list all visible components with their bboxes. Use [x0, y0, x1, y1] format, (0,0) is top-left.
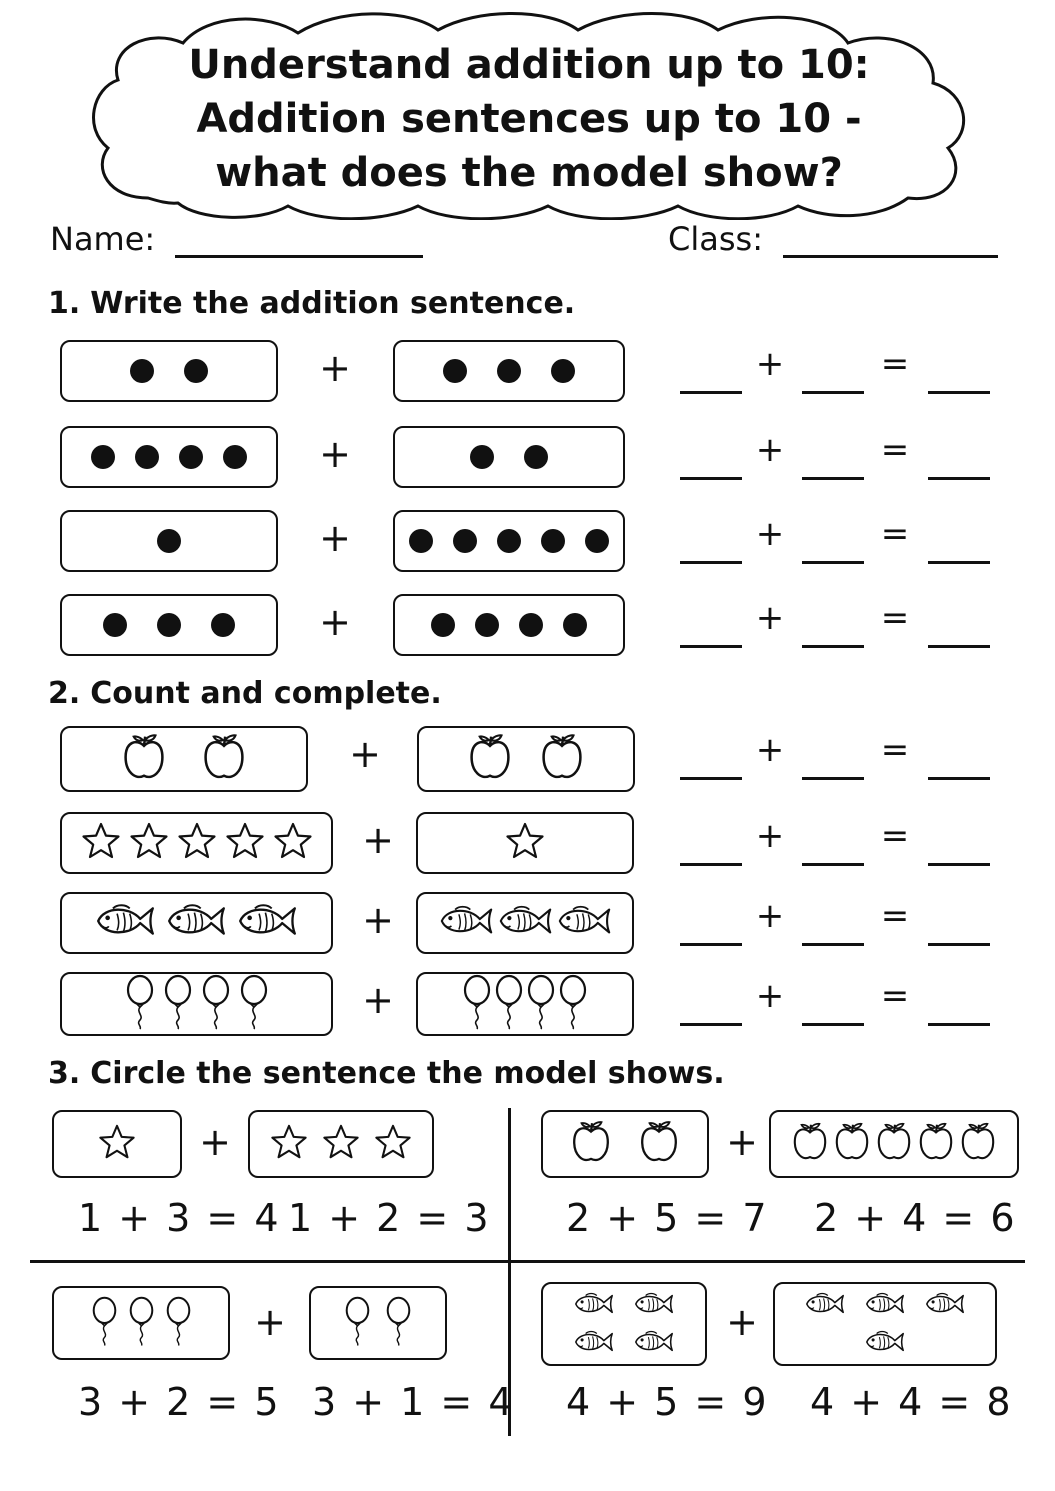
section-3-number: 3.: [48, 1056, 81, 1091]
equals-sign: =: [880, 816, 910, 856]
dot: [130, 359, 154, 383]
dot: [135, 445, 159, 469]
apple-icon: [638, 1119, 680, 1169]
answer-blank[interactable]: [928, 391, 990, 394]
plus-sign: +: [319, 516, 351, 560]
plus-sign: +: [319, 432, 351, 476]
picture-box-left: [60, 726, 308, 792]
dot: [184, 359, 208, 383]
balloon-icon: [526, 974, 556, 1034]
answer-blank[interactable]: [802, 1023, 864, 1026]
equals-sign: =: [880, 514, 910, 554]
section-3-text: Circle the sentence the model shows.: [90, 1056, 725, 1091]
star-icon: [270, 1123, 308, 1165]
title-line-1: Understand addition up to 10:: [188, 42, 870, 88]
answer-blank[interactable]: [802, 863, 864, 866]
fish-icon: [94, 900, 157, 946]
apple-icon: [959, 1121, 997, 1167]
model-box-left: [541, 1110, 709, 1178]
equation-blanks: [680, 896, 990, 950]
answer-blank[interactable]: [802, 777, 864, 780]
dot-box-left: [60, 510, 278, 572]
balloon-icon: [385, 1296, 412, 1350]
dot: [453, 529, 477, 553]
dot: [409, 529, 433, 553]
section-1-text: Write the addition sentence.: [90, 286, 576, 321]
answer-option[interactable]: 3 + 2 = 5: [78, 1380, 281, 1424]
answer-blank[interactable]: [928, 561, 990, 564]
equation-blanks: [680, 816, 990, 870]
dot: [470, 445, 494, 469]
apple-icon: [201, 732, 247, 787]
apple-icon: [121, 732, 167, 787]
star-icon: [81, 821, 121, 865]
plus-sign: +: [254, 1300, 286, 1344]
answer-blank[interactable]: [680, 1023, 742, 1026]
apple-icon: [875, 1121, 913, 1167]
equation-blanks: [680, 598, 990, 652]
class-blank[interactable]: [783, 224, 998, 258]
section-1-heading: [48, 286, 575, 321]
fish-icon: [573, 1290, 615, 1322]
star-icon: [273, 821, 313, 865]
picture-box-left: [60, 812, 333, 874]
plus-sign: +: [349, 732, 381, 776]
fish-icon: [633, 1290, 675, 1322]
dot-box-left: [60, 340, 278, 402]
plus-sign: +: [726, 1300, 758, 1344]
dot: [551, 359, 575, 383]
plus-sign: +: [755, 598, 785, 638]
plus-sign: +: [319, 346, 351, 390]
plus-sign: +: [755, 730, 785, 770]
apple-icon: [791, 1121, 829, 1167]
plus-sign: +: [362, 818, 394, 862]
dot: [103, 613, 127, 637]
picture-box-right: [416, 972, 634, 1036]
plus-sign: +: [362, 898, 394, 942]
plus-sign: +: [755, 976, 785, 1016]
answer-blank[interactable]: [928, 863, 990, 866]
answer-blank[interactable]: [802, 477, 864, 480]
star-icon: [374, 1123, 412, 1165]
balloon-icon: [239, 974, 269, 1034]
class-field: [668, 220, 998, 258]
equals-sign: =: [880, 598, 910, 638]
fish-icon: [556, 902, 613, 944]
star-icon: [129, 821, 169, 865]
balloon-icon: [494, 974, 524, 1034]
section-2-heading: [48, 676, 442, 711]
balloon-icon: [91, 1296, 118, 1350]
star-icon: [322, 1123, 360, 1165]
balloon-icon: [165, 1296, 192, 1350]
fish-icon: [438, 902, 495, 944]
fish-icon: [236, 900, 299, 946]
dot: [475, 613, 499, 637]
name-label: Name:: [50, 220, 156, 258]
fish-icon: [924, 1290, 966, 1322]
answer-blank[interactable]: [680, 561, 742, 564]
section-3-heading: [48, 1056, 725, 1091]
star-icon: [177, 821, 217, 865]
fish-icon: [497, 902, 554, 944]
balloon-icon: [163, 974, 193, 1034]
dot: [541, 529, 565, 553]
equation-blanks: [680, 730, 990, 784]
equation-blanks: [680, 976, 990, 1030]
dot-box-right: [393, 340, 625, 402]
equation-blanks: [680, 430, 990, 484]
title-line-3: what does the model show?: [215, 150, 843, 196]
apple-icon: [833, 1121, 871, 1167]
dot: [563, 613, 587, 637]
apple-icon: [539, 732, 585, 787]
star-icon: [505, 821, 545, 865]
fish-icon: [804, 1290, 846, 1322]
dot: [91, 445, 115, 469]
picture-box-left: [60, 972, 333, 1036]
plus-sign: +: [199, 1120, 231, 1164]
fish-icon: [165, 900, 228, 946]
dot: [519, 613, 543, 637]
dot: [179, 445, 203, 469]
answer-blank[interactable]: [928, 477, 990, 480]
class-label: Class:: [668, 220, 763, 258]
title-line-2: Addition sentences up to 10 -: [196, 96, 862, 142]
fish-icon: [573, 1328, 615, 1360]
answer-blank[interactable]: [680, 477, 742, 480]
dot-box-right: [393, 426, 625, 488]
plus-sign: +: [319, 600, 351, 644]
name-blank[interactable]: [175, 224, 423, 258]
answer-option[interactable]: 3 + 1 = 4: [312, 1380, 515, 1424]
fish-icon: [633, 1328, 675, 1360]
plus-sign: +: [755, 344, 785, 384]
title-cloud: [88, 8, 970, 220]
section-1-number: 1.: [48, 286, 81, 321]
star-icon: [98, 1123, 136, 1165]
divider-horizontal: [30, 1260, 1025, 1263]
answer-option[interactable]: 4 + 4 = 8: [810, 1380, 1013, 1424]
dot: [431, 613, 455, 637]
plus-sign: +: [755, 514, 785, 554]
star-icon: [225, 821, 265, 865]
plus-sign: +: [755, 816, 785, 856]
plus-sign: +: [726, 1120, 758, 1164]
dot: [497, 529, 521, 553]
equation-blanks: [680, 514, 990, 568]
dot-box-left: [60, 594, 278, 656]
fish-icon: [864, 1328, 906, 1360]
equation-blanks: [680, 344, 990, 398]
section-2-number: 2.: [48, 676, 81, 711]
model-box-left: [52, 1286, 230, 1360]
answer-option[interactable]: 1 + 2 = 3: [288, 1196, 491, 1240]
dot: [585, 529, 609, 553]
answer-blank[interactable]: [928, 943, 990, 946]
balloon-icon: [462, 974, 492, 1034]
model-box-right: [248, 1110, 434, 1178]
plus-sign: +: [362, 978, 394, 1022]
balloon-icon: [128, 1296, 155, 1350]
answer-blank[interactable]: [680, 777, 742, 780]
page-title: [88, 38, 970, 200]
model-box-right: [309, 1286, 447, 1360]
balloon-icon: [125, 974, 155, 1034]
apple-icon: [917, 1121, 955, 1167]
answer-blank[interactable]: [802, 645, 864, 648]
equals-sign: =: [880, 730, 910, 770]
answer-option[interactable]: 2 + 4 = 6: [814, 1196, 1017, 1240]
balloon-icon: [201, 974, 231, 1034]
answer-blank[interactable]: [680, 391, 742, 394]
equals-sign: =: [880, 430, 910, 470]
dot: [223, 445, 247, 469]
answer-blank[interactable]: [928, 645, 990, 648]
answer-blank[interactable]: [802, 391, 864, 394]
answer-blank[interactable]: [928, 777, 990, 780]
model-box-left: [541, 1282, 707, 1366]
dot-box-left: [60, 426, 278, 488]
picture-box-right: [416, 812, 634, 874]
dot: [211, 613, 235, 637]
dot: [443, 359, 467, 383]
answer-blank[interactable]: [802, 561, 864, 564]
equals-sign: =: [880, 344, 910, 384]
fish-icon: [864, 1290, 906, 1322]
model-box-right: [769, 1110, 1019, 1178]
plus-sign: +: [755, 430, 785, 470]
picture-box-right: [417, 726, 635, 792]
picture-box-left: [60, 892, 333, 954]
answer-blank[interactable]: [680, 863, 742, 866]
answer-option[interactable]: 1 + 3 = 4: [78, 1196, 281, 1240]
equals-sign: =: [880, 976, 910, 1016]
balloon-icon: [558, 974, 588, 1034]
model-box-right: [773, 1282, 997, 1366]
dot: [524, 445, 548, 469]
answer-blank[interactable]: [680, 943, 742, 946]
answer-blank[interactable]: [928, 1023, 990, 1026]
apple-icon: [570, 1119, 612, 1169]
dot: [497, 359, 521, 383]
answer-blank[interactable]: [802, 943, 864, 946]
dot-box-right: [393, 510, 625, 572]
plus-sign: +: [755, 896, 785, 936]
apple-icon: [467, 732, 513, 787]
section-2-text: Count and complete.: [90, 676, 442, 711]
picture-box-right: [416, 892, 634, 954]
dot: [157, 529, 181, 553]
dot: [157, 613, 181, 637]
equals-sign: =: [880, 896, 910, 936]
answer-blank[interactable]: [680, 645, 742, 648]
name-field: [50, 220, 423, 258]
balloon-icon: [344, 1296, 371, 1350]
model-box-left: [52, 1110, 182, 1178]
answer-option[interactable]: 2 + 5 = 7: [566, 1196, 769, 1240]
dot-box-right: [393, 594, 625, 656]
answer-option[interactable]: 4 + 5 = 9: [566, 1380, 769, 1424]
